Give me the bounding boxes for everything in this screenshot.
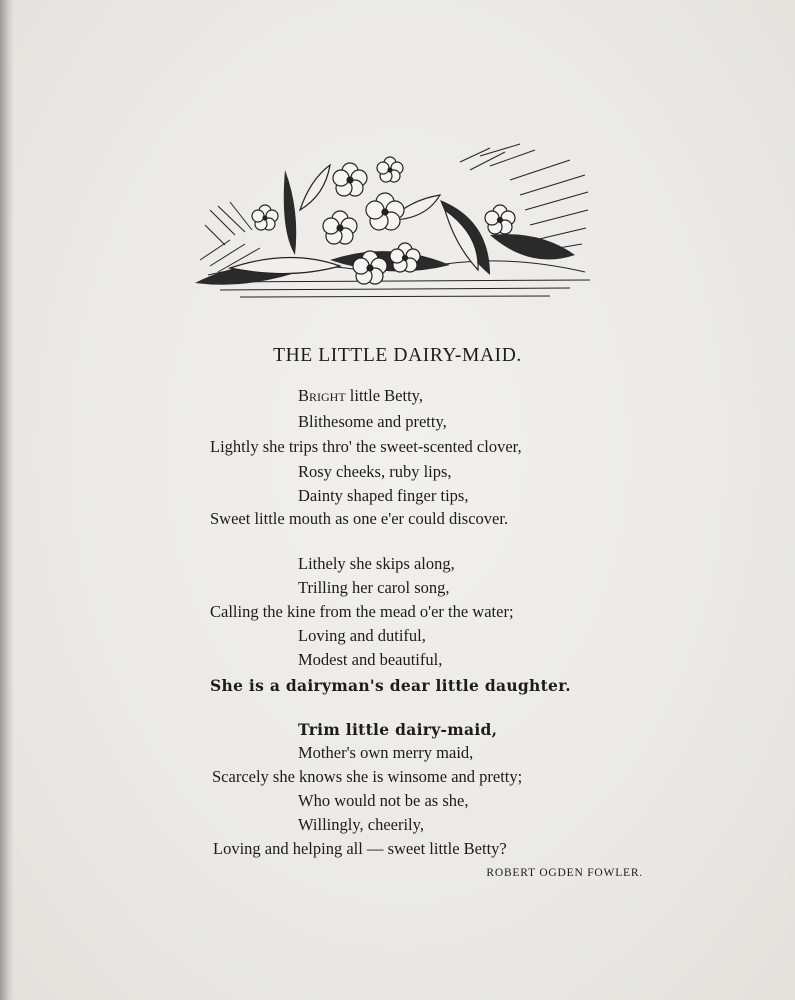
poem-line: Dainty shaped finger tips, [298, 486, 469, 505]
line-text: little Betty, [345, 386, 423, 405]
poem-line: Trilling her carol song, [298, 578, 450, 597]
poem-line: Rosy cheeks, ruby lips, [298, 462, 452, 481]
poem-line: Scarcely she knows she is winsome and pretty; [212, 767, 523, 786]
poem-line: Willingly, cheerily, [298, 815, 424, 834]
poem-line: Modest and beautiful, [298, 650, 443, 669]
poem-line [298, 385, 423, 407]
poem-author: ROBERT OGDEN FOWLER. [486, 867, 643, 879]
poem-line: Who would not be as she, [298, 791, 469, 810]
poem-line: Blithesome and pretty, [298, 412, 447, 431]
poem-line: Sweet little mouth as one e'er could discover. [210, 509, 509, 528]
poem-line: Loving and helping all — sweet little Betty? [213, 839, 507, 858]
drop-cap-word: Bright [298, 386, 346, 405]
page-spine-shadow [0, 0, 14, 1000]
floral-vignette-illustration [190, 140, 600, 310]
poem-line: Loving and dutiful, [298, 626, 426, 645]
poem-line: Mother's own merry maid, [298, 743, 474, 762]
poem-title: THE LITTLE DAIRY-MAID. [273, 345, 522, 366]
poem-line: She is a dairyman's dear little daughter. [210, 676, 571, 695]
poem-line: Calling the kine from the mead o'er the water; [210, 602, 514, 621]
poem-line: Trim little dairy-maid, [298, 720, 498, 739]
poem-line: Lithely she skips along, [298, 554, 455, 573]
poem-line: Lightly she trips thro' the sweet-scented clover, [210, 437, 522, 456]
